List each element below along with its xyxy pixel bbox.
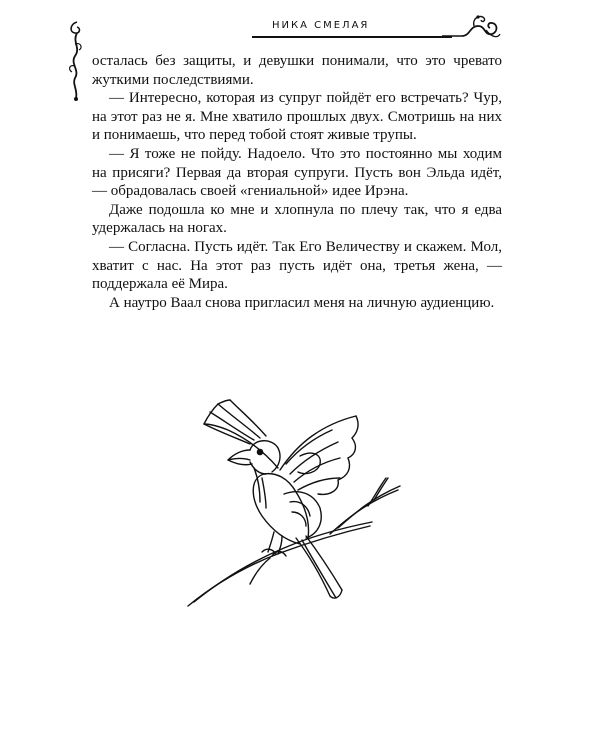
header-rule	[252, 36, 452, 38]
magpie-on-branch-illustration	[180, 398, 420, 608]
paragraph: — Интересно, которая из супруг пойдёт его встречать? Чур, на этот раз не я. Мне хватило прошлых двух. Смотришь на них и понимаешь, что перед тобой стоят живые трупы.	[92, 90, 502, 144]
paragraph: А наутро Ваал снова пригласил меня на личную аудиенцию.	[109, 294, 495, 311]
scroll-flourish-icon	[440, 8, 502, 42]
body-text	[92, 52, 502, 312]
author-name: НИКА СМЕЛАЯ	[272, 20, 370, 31]
paragraph: — Я тоже не пойду. Надоело. Что это постоянно мы ходим на присяги? Первая да вторая супруги. Пусть вон Эльда идёт, — обрадовалась своей «гениальной» идее Ирэна.	[92, 145, 502, 200]
paragraph: осталась без защиты, и девушки понимали, что это чревато жуткими последствиями.	[92, 53, 502, 88]
corner-flourish-icon	[66, 20, 88, 102]
paragraph: — Согласна. Пусть идёт. Так Его Величеству и скажем. Мол, хватит с нас. На этот раз пусть идёт она, третья жена, — поддержала её Мира.	[92, 238, 502, 293]
paragraph: Даже подошла ко мне и хлопнула по плечу так, что я едва удержалась на ногах.	[92, 201, 502, 237]
